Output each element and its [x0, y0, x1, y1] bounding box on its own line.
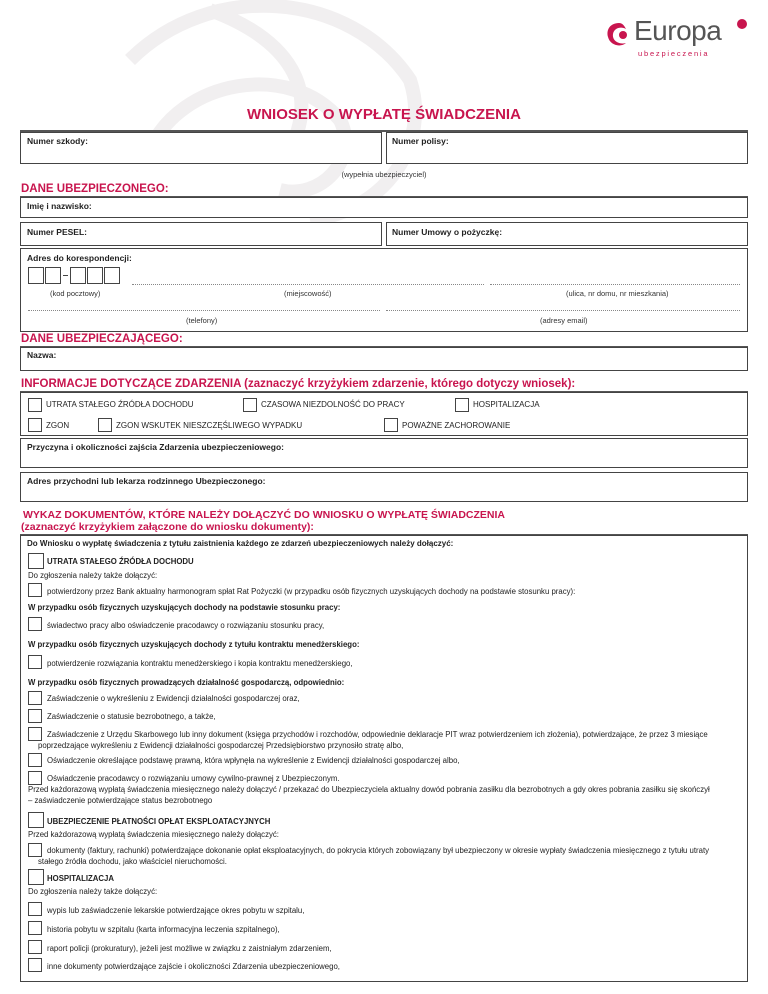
postal-code-caption: (kod pocztowy) [50, 289, 101, 298]
doc-deregistration-label: Zaświadczenie o wykreśleniu z Ewidencji działalności gospodarczej oraz, [47, 694, 300, 703]
street-caption: (ulica, nr domu, nr mieszkania) [566, 289, 669, 298]
doc-discharge-checkbox[interactable] [28, 902, 42, 916]
doc-group-manager: W przypadku osób fizycznych uzyskujących dochody z tytułu kontraktu menedżerskiego: [28, 640, 360, 649]
pesel-label: Numer PESEL: [27, 227, 87, 237]
event-option-hospitalization-label: HOSPITALIZACJA [473, 400, 540, 409]
loan-agreement-label: Numer Umowy o pożyczkę: [392, 227, 503, 237]
email-line[interactable] [386, 310, 740, 311]
doc-unemployed-status-checkbox[interactable] [28, 709, 42, 723]
doc-discharge-label: wypis lub zaświadczenie lekarskie potwierdzające okres pobytu w szpitalu, [47, 906, 305, 915]
doc-schedule-checkbox[interactable] [28, 583, 42, 597]
event-option-temporary-incapacity-checkbox[interactable] [243, 398, 257, 412]
city-line[interactable] [132, 284, 484, 285]
doc-income-loss-heading: UTRATA STAŁEGO ŹRÓDŁA DOCHODU [47, 557, 194, 566]
postal-cell-4[interactable] [87, 267, 103, 284]
doc-income-loss-note: Do zgłoszenia należy także dołączyć: [28, 571, 158, 580]
postal-dash [63, 275, 68, 276]
event-option-income-loss-checkbox[interactable] [28, 398, 42, 412]
postal-code-input[interactable] [28, 267, 128, 285]
event-option-income-loss-label: UTRATA STAŁEGO ŹRÓDŁA DOCHODU [46, 400, 194, 409]
doc-group-business: W przypadku osób fizycznych prowadzących działalność gospodarczą, odpowiednio: [28, 678, 345, 687]
doc-operating-fees-note: Przed każdorazową wypłatą świadczenia miesięcznego należy dołączyć: [28, 830, 279, 839]
doc-civil-contract-label: Oświadczenie pracodawcy o rozwiązaniu umowy cywilno-prawnej z Ubezpieczonym. [47, 774, 340, 783]
doc-benefit-proof-note-line1: Przed każdorazową wypłatą świadczenia miesięcznego należy dołączyć / przekazać do Ubezpieczyciela aktualny dowód pobrania zasiłku dla bezrobotnych a gdy okres pobrania zasiłku się skończył [28, 785, 710, 794]
doc-unemployed-status-label: Zaświadczenie o statusie bezrobotnego, a także, [47, 712, 216, 721]
logo-tagline: ubezpieczenia [638, 49, 710, 58]
policyholder-heading: DANE UBEZPIECZAJĄCEGO: [21, 333, 183, 345]
event-option-serious-illness-label: POWAŻNE ZACHOROWANIE [402, 421, 511, 430]
doc-tax-office-label-line2: poprzedzające wykreśleniu z Ewidencji działalności gospodarczej Przedsiębiorstwo przynosiło stratę albo, [38, 741, 404, 750]
doc-civil-contract-checkbox[interactable] [28, 771, 42, 785]
documents-subheading: (zaznaczyć krzyżykiem załączone do wniosku dokumenty): [21, 521, 314, 533]
doc-work-certificate-checkbox[interactable] [28, 617, 42, 631]
doc-police-report-label: raport policji (prokuratury), jeżeli jest możliwe w związku z zaistniałym zdarzeniem, [47, 944, 332, 953]
address-label: Adres do korespondencji: [27, 253, 132, 263]
doc-income-loss-checkbox[interactable] [28, 553, 44, 569]
postal-cell-1[interactable] [28, 267, 44, 284]
logo-wordmark: Europa [634, 15, 722, 46]
policyholder-name-label: Nazwa: [27, 350, 57, 360]
policyholder-name-field[interactable] [20, 347, 748, 371]
doc-hospitalization-checkbox[interactable] [28, 869, 44, 885]
doc-other-documents-checkbox[interactable] [28, 958, 42, 972]
event-option-death-label: ZGON [46, 421, 70, 430]
phones-line[interactable] [28, 310, 380, 311]
doc-deregistration-checkbox[interactable] [28, 691, 42, 705]
event-option-serious-illness-checkbox[interactable] [384, 418, 398, 432]
doc-schedule-label: potwierdzony przez Bank aktualny harmonogram spłat Rat Pożyczki (w przypadku osób fizycznych uzyskujących dochody na podstawie stosunku pracy): [47, 587, 576, 596]
doc-hospital-history-label: historia pobytu w szpitalu (karta informacyjna leczenia szpitalnego), [47, 925, 280, 934]
event-option-accidental-death-label: ZGON WSKUTEK NIESZCZĘŚLIWEGO WYPADKU [116, 421, 303, 430]
email-caption: (adresy email) [540, 316, 588, 325]
insured-heading: DANE UBEZPIECZONEGO: [21, 183, 169, 195]
doc-tax-office-checkbox[interactable] [28, 727, 42, 741]
full-name-field[interactable] [20, 197, 748, 218]
doc-hospitalization-heading: HOSPITALIZACJA [47, 874, 114, 883]
form-title: WNIOSEK O WYPŁATĘ ŚWIADCZENIA [247, 106, 521, 123]
policy-number-label: Numer polisy: [392, 136, 449, 146]
cause-label: Przyczyna i okoliczności zajścia Zdarzenia ubezpieczeniowego: [27, 442, 284, 452]
doc-legal-basis-label: Oświadczenie określające podstawę prawną, która wpłynęła na wykreślenie z Ewidencji działalności gospodarczej albo, [47, 756, 460, 765]
full-name-label: Imię i nazwisko: [27, 201, 92, 211]
doc-invoices-label-line1: dokumenty (faktury, rachunki) potwierdzające dokonanie opłat eksploatacyjnych, do pokrycia których zobowiązany był ubezpieczony w okresie wypłaty świadczenia miesięcznego z tytułu utraty [47, 846, 710, 855]
claim-number-label: Numer szkody: [27, 136, 88, 146]
phones-caption: (telefony) [186, 316, 218, 325]
logo-swirl-icon [604, 20, 634, 50]
clinic-address-label: Adres przychodni lub lekarza rodzinnego Ubezpieczonego: [27, 476, 266, 486]
documents-intro: Do Wniosku o wypłatę świadczenia z tytułu zaistnienia każdego ze zdarzeń ubezpieczeniowych należy dołączyć: [27, 539, 454, 548]
event-option-accidental-death-checkbox[interactable] [98, 418, 112, 432]
event-option-hospitalization-checkbox[interactable] [455, 398, 469, 412]
doc-benefit-proof-note-line2: – zaświadczenie potwierdzające status bezrobotnego [28, 796, 213, 805]
doc-police-report-checkbox[interactable] [28, 940, 42, 954]
event-heading: INFORMACJE DOTYCZĄCE ZDARZENIA (zaznaczyć krzyżykiem zdarzenie, którego dotyczy wniosek): [21, 378, 576, 390]
doc-manager-contract-label: potwierdzenie rozwiązania kontraktu menedżerskiego i kopia kontraktu menedżerskiego, [47, 659, 353, 668]
doc-operating-fees-checkbox[interactable] [28, 812, 44, 828]
doc-group-employment: W przypadku osób fizycznych uzyskujących dochody na podstawie stosunku pracy: [28, 603, 341, 612]
insurer-note: (wypełnia ubezpieczyciel) [341, 170, 427, 179]
doc-hospitalization-note: Do zgłoszenia należy także dołączyć: [28, 887, 158, 896]
doc-invoices-label-line2: stałego źródła dochodu, jako właściciel nieruchomości. [38, 857, 227, 866]
city-caption: (miejscowość) [284, 289, 332, 298]
doc-work-certificate-label: świadectwo pracy albo oświadczenie pracodawcy o rozwiązaniu stosunku pracy, [47, 621, 325, 630]
doc-legal-basis-checkbox[interactable] [28, 753, 42, 767]
postal-cell-3[interactable] [70, 267, 86, 284]
event-option-temporary-incapacity-label: CZASOWA NIEZDOLNOŚĆ DO PRACY [261, 400, 405, 409]
street-line[interactable] [490, 284, 740, 285]
postal-cell-2[interactable] [45, 267, 61, 284]
doc-tax-office-label-line1: Zaświadczenie z Urzędu Skarbowego lub inny dokument (księga przychodów i rozchodów, odpowiednie deklaracje PIT wraz potwierdzeniem ich złożenia), potwierdzające, że przez 3 miesiące [47, 730, 708, 739]
event-option-death-checkbox[interactable] [28, 418, 42, 432]
europa-logo [604, 12, 750, 64]
postal-cell-5[interactable] [104, 267, 120, 284]
doc-operating-fees-heading: UBEZPIECZENIE PŁATNOŚCI OPŁAT EKSPLOATACYJNYCH [47, 817, 271, 826]
doc-other-documents-label: inne dokumenty potwierdzające zajście i okoliczności Zdarzenia ubezpieczeniowego, [47, 962, 340, 971]
doc-manager-contract-checkbox[interactable] [28, 655, 42, 669]
documents-heading: WYKAZ DOKUMENTÓW, KTÓRE NALEŻY DOŁĄCZYĆ DO WNIOSKU O WYPŁATĘ ŚWIADCZENIA [23, 509, 506, 521]
doc-hospital-history-checkbox[interactable] [28, 921, 42, 935]
logo-dot-icon [736, 18, 748, 30]
doc-invoices-checkbox[interactable] [28, 843, 42, 857]
